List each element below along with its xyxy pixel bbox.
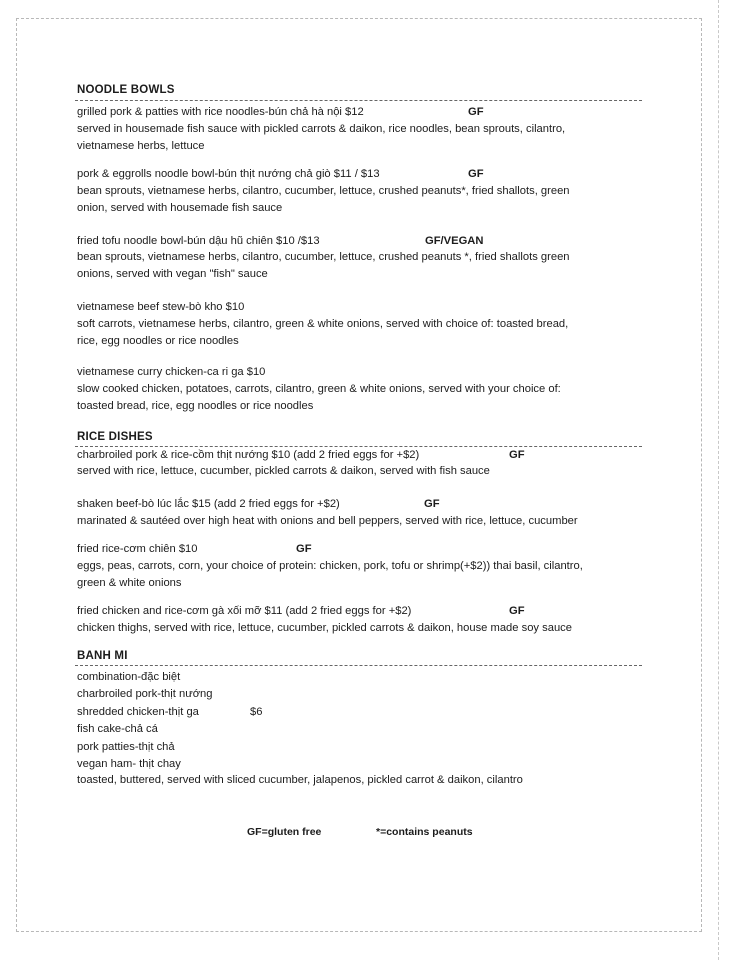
dietary-tag: GF/VEGAN — [425, 235, 484, 247]
banh-mi-option: pork patties-thịt chả — [77, 741, 175, 753]
banh-mi-desc: toasted, buttered, served with sliced cucumber, jalapenos, pickled carrot & daikon, cilantro — [77, 774, 523, 786]
banh-mi-option: combination-đặc biệt — [77, 671, 181, 683]
menu-item-name: charbroiled pork & rice-cồm thịt nướng $10 (add 2 fried eggs for +$2) — [77, 449, 420, 461]
section-title-rice-dishes: RICE DISHES — [77, 431, 153, 443]
menu-item-desc: served with rice, lettuce, cucumber, pickled carrots & daikon, served with fish sauce — [77, 465, 490, 477]
menu-item-desc: bean sprouts, vietnamese herbs, cilantro, cucumber, lettuce, crushed peanuts *, fried shallots green — [77, 251, 570, 263]
menu-item-desc: soft carrots, vietnamese herbs, cilantro, green & white onions, served with choice of: toasted bread, — [77, 318, 569, 330]
menu-item-name: fried chicken and rice-cơm gà xối mỡ $11 (add 2 fried eggs for +$2) — [77, 605, 412, 617]
menu-item-desc: toasted bread, rice, egg noodles or rice noodles — [77, 400, 314, 412]
peanut-note: *=contains peanuts — [376, 826, 473, 838]
menu-item-desc: marinated & sautéed over high heat with onions and bell peppers, served with rice, lettuce, cucumber — [77, 515, 578, 527]
menu-item-desc: chicken thighs, served with rice, lettuce, cucumber, pickled carrots & daikon, house made soy sauce — [77, 622, 572, 634]
dietary-tag: GF — [509, 605, 525, 617]
gluten-free-note: GF=gluten free — [247, 826, 322, 838]
menu-item-name: fried rice-cơm chiên $10 — [77, 543, 198, 555]
section-title-banh-mi: BANH MI — [77, 650, 128, 662]
dietary-tag: GF — [424, 498, 440, 510]
menu-item-name: vietnamese curry chicken-ca ri ga $10 — [77, 366, 266, 378]
menu-item-desc: onion, served with housemade fish sauce — [77, 202, 283, 214]
dietary-tag: GF — [468, 106, 484, 118]
section-divider — [75, 665, 642, 666]
banh-mi-option: fish cake-chả cá — [77, 723, 158, 735]
menu-item-name: fried tofu noodle bowl-bún dậu hũ chiên $10 /$13 — [77, 235, 320, 247]
banh-mi-option: charbroiled pork-thịt nướng — [77, 688, 213, 700]
banh-mi-price: $6 — [250, 706, 263, 718]
menu-item-desc: vietnamese herbs, lettuce — [77, 140, 205, 152]
section-title-noodle-bowls: NOODLE BOWLS — [77, 84, 175, 96]
dietary-tag: GF — [509, 449, 525, 461]
menu-item-name: vietnamese beef stew-bò kho $10 — [77, 301, 245, 313]
menu-item-name: shaken beef-bò lúc lắc $15 (add 2 fried eggs for +$2) — [77, 498, 340, 510]
menu-item-desc: served in housemade fish sauce with pickled carrots & daikon, rice noodles, bean sprouts, cilantro, — [77, 123, 566, 135]
menu-item-desc: bean sprouts, vietnamese herbs, cilantro, cucumber, lettuce, crushed peanuts*, fried shallots, green — [77, 185, 570, 197]
menu-item-desc: green & white onions — [77, 577, 182, 589]
menu-item-desc: onions, served with vegan "fish" sauce — [77, 268, 268, 280]
section-divider — [75, 100, 642, 101]
menu-item-desc: slow cooked chicken, potatoes, carrots, cilantro, green & white onions, served with your choice of: — [77, 383, 561, 395]
scan-edge — [718, 0, 720, 960]
menu-item-name: pork & eggrolls noodle bowl-bún thịt nướng chả giò $11 / $13 — [77, 168, 380, 180]
menu-item-desc: eggs, peas, carrots, corn, your choice of protein: chicken, pork, tofu or shrimp(+$2)) thai basil, cilantro, — [77, 560, 583, 572]
dietary-tag: GF — [296, 543, 312, 555]
menu-item-desc: rice, egg noodles or rice noodles — [77, 335, 239, 347]
dietary-tag: GF — [468, 168, 484, 180]
banh-mi-option: shredded chicken-thịt ga — [77, 706, 199, 718]
menu-item-name: grilled pork & patties with rice noodles-bún chả hà nội $12 — [77, 106, 364, 118]
banh-mi-option: vegan ham- thịt chay — [77, 758, 181, 770]
